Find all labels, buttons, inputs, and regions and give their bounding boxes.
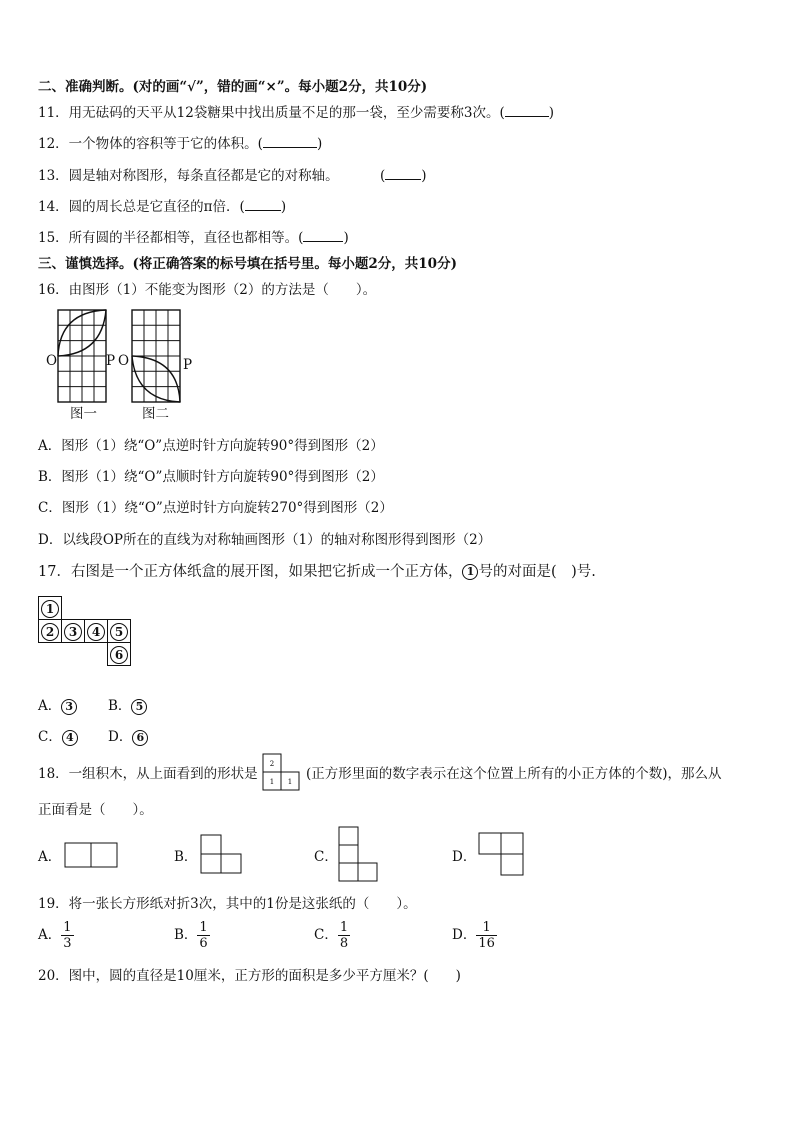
q17-option-d[interactable]: D． 6 (108, 728, 148, 746)
figure-2-label-o: O (118, 353, 130, 369)
top-view-count-3: 1 (287, 778, 293, 786)
q19-option-d[interactable]: D． $\frac{1}{16}$ (452, 920, 495, 951)
top-view-count-1: 2 (269, 760, 275, 768)
question-17 (38, 563, 596, 581)
q17-option-a[interactable]: A． 3 (38, 697, 77, 715)
question-13 (38, 167, 339, 185)
question-18-c: 正面看是（ ）。 (38, 802, 153, 818)
question-15-close: ) (343, 230, 349, 246)
figure-1-label-o: O (46, 353, 58, 369)
net-face-4: 4 (85, 620, 108, 643)
net-face-5: 5 (108, 620, 131, 643)
q17-option-c[interactable]: C． 4 (38, 728, 78, 746)
net-face-3: 3 (62, 620, 85, 643)
answer-blank-15[interactable] (303, 229, 343, 242)
net-face-2: 2 (39, 620, 62, 643)
question-18-a: 18．一组积木，从上面看到的形状是 (38, 766, 258, 782)
fraction-one-third: $\frac{1}{3}$ (63, 920, 72, 951)
question-15-text: 15．所有圆的半径都相等，直径也都相等。( (38, 230, 304, 246)
q18-option-b-label[interactable]: B． (174, 849, 198, 865)
figure-1-label-p: P (106, 353, 116, 369)
q16-option-b[interactable]: B．图形（1）绕“O”点顺时针方向旋转90°得到图形（2） (38, 469, 384, 485)
question-17-text-b: 号的对面是( )号. (478, 564, 596, 580)
answer-blank-13[interactable] (385, 167, 421, 180)
q19-option-a[interactable]: A． $\frac{1}{3}$ (38, 920, 72, 951)
q17-option-b[interactable]: B． 5 (108, 697, 147, 715)
question-12 (38, 135, 322, 153)
top-view-count-2: 1 (269, 778, 275, 786)
question-11-text: 11．用无砝码的天平从12袋糖果中找出质量不足的那一袋，至少需要称3次。( (38, 105, 505, 121)
question-14-text: 14．圆的周长总是它直径的π倍．( (38, 199, 245, 215)
question-12-close: ) (316, 136, 323, 152)
question-11 (38, 104, 554, 122)
section2-header: 二、准确判断。(对的画“√”，错的画“×”。每小题2分，共10分) (38, 79, 428, 95)
cube-net (38, 596, 131, 666)
question-18-b: (正方形里面的数字表示在这个位置上所有的小正方体的个数)，那么从 (306, 766, 722, 782)
question-14 (38, 198, 286, 216)
figure-2-grid (132, 310, 180, 402)
question-11-close: ) (548, 105, 554, 121)
q16-option-d[interactable]: D．以线段OP所在的直线为对称轴画图形（1）的轴对称图形得到图形（2） (38, 532, 492, 548)
q18-option-d-shape[interactable] (478, 832, 526, 878)
question-20: 20．图中，圆的直径是10厘米，正方形的面积是多少平方厘米？( ) (38, 968, 461, 984)
question-13-close: ) (421, 168, 427, 184)
question-17-text-a: 17．右图是一个正方体纸盒的展开图，如果把它折成一个正方体， (38, 564, 463, 580)
question-12-text: 12．一个物体的容积等于它的体积。( (38, 136, 263, 152)
net-face-1: 1 (39, 597, 62, 620)
fraction-one-sixth: $\frac{1}{6}$ (199, 920, 208, 951)
circled-1-inline: 1 (462, 564, 478, 580)
q18-option-c-label[interactable]: C． (314, 849, 338, 865)
q16-option-a[interactable]: A．图形（1）绕“O”点逆时针方向旋转90°得到图形（2） (38, 438, 384, 454)
figure-2-label-p: P (183, 357, 193, 373)
section3-header: 三、谨慎选择。(将正确答案的标号填在括号里。每小题2分，共10分) (38, 256, 457, 272)
question-14-close: ) (280, 199, 287, 215)
question-19: 19．将一张长方形纸对折3次，其中的1份是这张纸的（ ）。 (38, 896, 417, 912)
q18-option-c-shape[interactable] (338, 826, 380, 884)
top-view-figure (262, 753, 302, 791)
net-face-6: 6 (108, 643, 131, 666)
q18-option-a-shape[interactable] (64, 842, 120, 870)
fraction-one-sixteenth: $\frac{1}{16}$ (478, 920, 495, 951)
q18-option-d-label[interactable]: D． (452, 849, 477, 865)
fraction-one-eighth: $\frac{1}{8}$ (339, 920, 349, 951)
question-13-text: 13．圆是轴对称图形，每条直径都是它的对称轴。 (38, 168, 339, 184)
question-15 (38, 229, 349, 247)
answer-blank-14[interactable] (245, 198, 281, 211)
q19-option-b[interactable]: B． $\frac{1}{6}$ (174, 920, 208, 951)
figure-2-caption: 图二 (142, 406, 169, 422)
question-13-answer: ( ) (380, 168, 427, 184)
q19-option-c[interactable]: C． $\frac{1}{8}$ (314, 920, 349, 951)
q16-option-c[interactable]: C．图形（1）绕“O”点逆时针方向旋转270°得到图形（2） (38, 500, 393, 516)
figure-1-caption: 图一 (70, 406, 97, 422)
answer-blank-12[interactable] (263, 135, 317, 148)
question-16: 16．由图形（1）不能变为图形（2）的方法是（ ）。 (38, 282, 377, 298)
q18-option-b-shape[interactable] (200, 834, 244, 876)
figure-1-grid (58, 310, 106, 402)
answer-blank-11[interactable] (505, 104, 549, 117)
q18-option-a-label[interactable]: A． (38, 849, 62, 865)
